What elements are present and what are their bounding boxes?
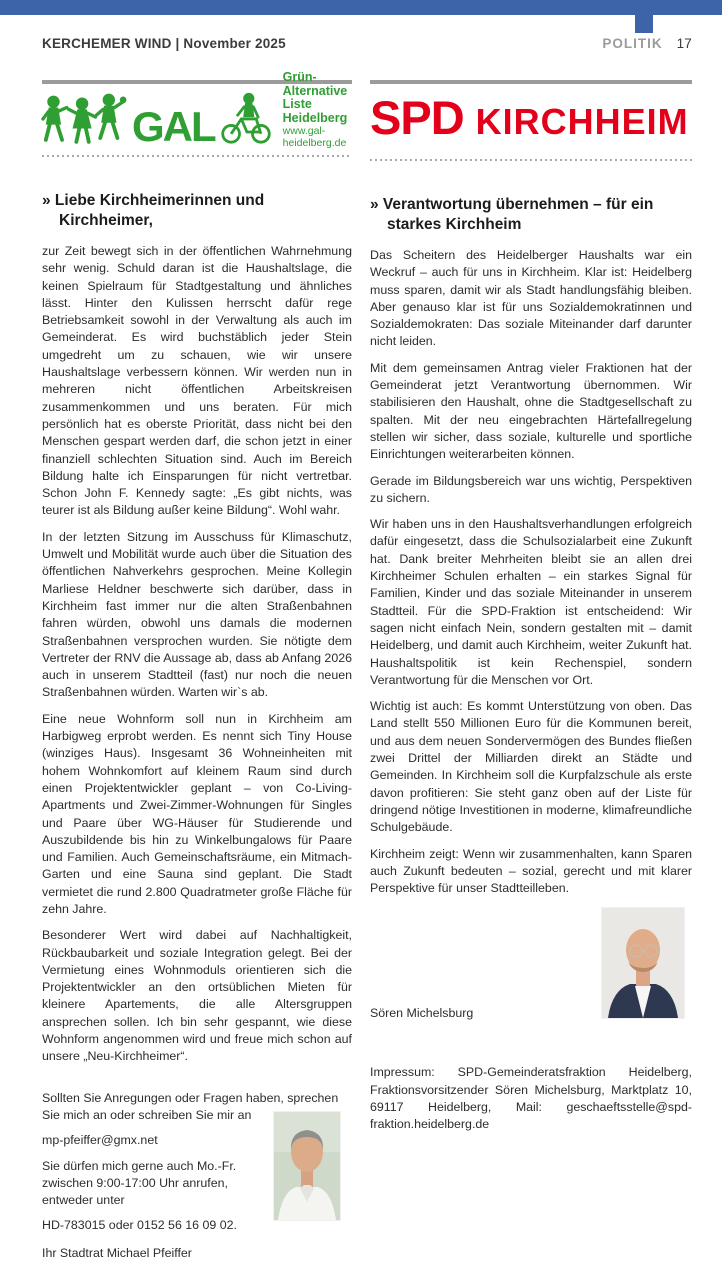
gal-article-column (42, 70, 352, 1270)
gal-paragraph: zur Zeit bewegt sich in der öffentlichen Wahrnehmung sehr wenig. Schuld daran ist die Haushaltslage, die keinen Spielraum für Stadtgestaltung und ähnliches lässt. Hinter den Kulissen herrscht dafür rege Betriebsamkeit sowohl in der Verwaltung als auch im Gemeinderat. Es wird buchstäblich jeder Stein umgedreht um zu schauen, wie wir unsere Haushaltslage verbessern können. Wir werden nun in mehreren nicht öffentlichen Arbeitskreisen zusammenkommen und uns beraten. Für mich persönlich hat es oberste Priorität, dass nicht bei den Menschen gespart werden darf, die schon jetzt in einer finanziell schlechten Situation sind. Auch im Bereich Bildung halte ich Einsparungen für nicht vertretbar. Schon John F. Kennedy sagte: „Es gibt nichts, was teurer ist als Bildung außer keine Bildung“. Wohl wahr. (42, 244, 352, 518)
publication-title: KERCHEMER WIND | November 2025 (42, 36, 286, 51)
gal-org-line1: Grün-Alternative (282, 70, 348, 98)
gal-contact-block (42, 1090, 352, 1262)
spd-paragraph: Gerade im Bildungsbereich war uns wichtig, Perspektiven zu sichern. (370, 473, 692, 505)
gal-paragraph: Besonderer Wert wird dabei auf Nachhaltigkeit, Rückbaubarkeit und soziale Integration gelegt. Bei der Vermietung eines Wohnmoduls orientieren sich die Projektentwickler an den ortsüblichen Mieten für kleinere Apartements, die alle Altersgruppen ansprechen sollen. Ich bin sehr gespannt, wie diese Wohnform angenommen wird und freue mich schon auf unsere „Neu-Kirchheimer“. (42, 928, 352, 1064)
contact-intro: Sollten Sie Anregungen oder Fragen haben, sprechen Sie mich an oder schreiben Sie mir an (42, 1090, 339, 1122)
top-accent-tab (635, 15, 653, 33)
spd-paragraph: Mit dem gemeinsamen Antrag vieler Fraktionen hat der Gemeinderat jetzt Verantwortung übernommen. Wir stabilisieren den Haushalt, ohne die Stadtgesellschaft zu spalten. Mit der neu eingebrachten Härtefallregelung stellen wir sicher, dass soziale, kulturelle und sportliche Einrichtungen weiterarbeiten können. (370, 360, 692, 462)
spd-logo (370, 93, 692, 155)
gal-logo (42, 70, 352, 151)
spd-paragraph: Kirchheim zeigt: Wenn wir zusammenhalten, kann Sparen auch Zukunft bedeuten – sozial, gerecht und mit klarer Perspektive für unser Stadtteilleben. (370, 846, 692, 896)
article-columns (42, 70, 692, 1270)
soeren-michelsburg-portrait (602, 908, 684, 1018)
spd-paragraph: Wir haben uns in den Haushaltsverhandlungen erfolgreich dafür eingesetzt, dass die Schulsozialarbeit eine Zukunft hat. Dank breiter Mehrheiten bleibt sie an allen drei Kirchheimer Schulen erhalten – ein starkes Signal für Familien, Kinder und das soziale Miteinander in unserem Stadtteil. Für die SPD-Fraktion ist entscheidend: Wir sagen nicht einfach Nein, sondern gestalten mit – damit Heidelberg, und damit auch Kirchheim, weiter Zukunft hat. Haushaltspolitik ist kein Rechenspiel, sondern Verantwortung für die Menschen vor Ort. (370, 517, 692, 687)
gal-cyclist-icon (219, 90, 273, 151)
page-number: 17 (676, 36, 692, 51)
contact-phone-note: Sie dürfen mich gerne auch Mo.-Fr. zwischen 9:00-17:00 Uhr anrufen, entweder unter (42, 1158, 237, 1208)
spd-body (370, 247, 692, 897)
gal-paragraph: In der letzten Sitzung im Ausschuss für Klimaschutz, Umwelt und Mobilität wurde auch über die Situation des öffentlichen Nahverkehrs gesprochen. Meine Kollegin Marliese Heldner beschwerte sich darüber, dass in Kirchheim fast immer nur die alten Straßenbahnen fahren würden, obwohl uns damals die modernen Straßenbahnen versprochen wurden. Sie nötigte dem Vertreter der RNV die Aussage ab, dass ab Anfang 2026 auch in unserem Stadtteil (fast) nur noch die neuen Straßenbahnen würden. Warten wir`s ab. (42, 529, 352, 700)
contact-phone-numbers: HD-783015 oder 0152 56 16 09 02. (42, 1218, 237, 1233)
impressum: Impressum: SPD-Gemeinderatsfraktion Heidelberg, Fraktionsvorsitzender Sören Michelsburg, Marktplatz 10, 69117 Heidelberg, Mail: geschaeftsstelle@spd-fraktion.heidelberg.de (370, 1065, 692, 1132)
contact-signoff: Ihr Stadtrat Michael Pfeiffer (42, 1245, 192, 1260)
spd-headline: » Verantwortung übernehmen – für ein starkes Kirchheim (370, 196, 654, 233)
gal-children-icon (42, 90, 126, 151)
page-header (42, 36, 692, 51)
dotted-rule-right (370, 159, 692, 161)
top-accent-bar (0, 0, 722, 15)
gal-org-line2: Liste Heidelberg (282, 97, 348, 125)
spd-district-wordmark: KIRCHHEIM (475, 101, 689, 142)
gal-paragraph: Eine neue Wohnform soll nun in Kirchheim am Harbigweg erprobt werden. Es nennt sich Tiny House (winziges Haus). Insgesamt 36 Wohneinheiten mit hohem Wohnkomfort auf kleinem Raum sind durch einen Projektentwickler geplant – von Co-Living-Apartments und Zwei-Zimmer-Wohnungen für Singles und Paare über WG-Häuser für Studierende und Auszubildende bis hin zu Winkelbungalows für Paare und Familien. Auch Gemeinschaftsräume, ein Mitmach-Garten und eine Sauna sind geplant. Die Stadt vermietet die rund 2.800 Quadratmeter große Fläche für zehn Jahre. (42, 711, 352, 916)
spd-article-column (370, 80, 692, 1270)
spd-author-block (370, 906, 692, 1028)
gal-wordmark: GAL (132, 103, 215, 150)
dotted-rule-left (42, 155, 352, 157)
gal-body (42, 243, 352, 1066)
gal-website: www.gal-heidelberg.de (282, 125, 347, 149)
spd-wordmark: SPD (370, 91, 464, 144)
spd-paragraph: Wichtig ist auch: Es kommt Unterstützung von oben. Das Land stellt 550 Millionen Euro für die Kommunen bereit, und aus dem neuen Sondervermögen des Bundes fließen zwei Drittel der Milliarden direkt an Städte und Gemeinden. In Kirchheim soll die Kurpfalzschule als erste davon profitieren: Sie steht ganz oben auf der Liste für dringend nötige Investitionen in moderne, klimafreundliche Schulgebäude. (370, 699, 692, 835)
contact-email: mp-pfeiffer@gmx.net (42, 1133, 158, 1148)
gal-headline: » Liebe Kirchheimerinnen und Kirchheimer, (42, 192, 265, 229)
michael-pfeiffer-portrait (274, 1112, 340, 1220)
author-name: Sören Michelsburg (370, 1006, 474, 1021)
section-label: POLITIK (602, 36, 663, 51)
gal-org-block (283, 71, 352, 151)
section-header (602, 36, 692, 51)
column-rule-right (370, 80, 692, 84)
spd-paragraph: Das Scheitern des Heidelberger Haushalts war ein Weckruf – auch für uns in Kirchheim. Klar ist: Heidelberg muss sparen, damit wir als Stadt handlungsfähig bleiben. Aber genauso klar ist für uns Sozialdemokratinnen und Sozialdemokraten: Das soziale Miteinander darf darunter nicht leiden. (370, 248, 692, 349)
